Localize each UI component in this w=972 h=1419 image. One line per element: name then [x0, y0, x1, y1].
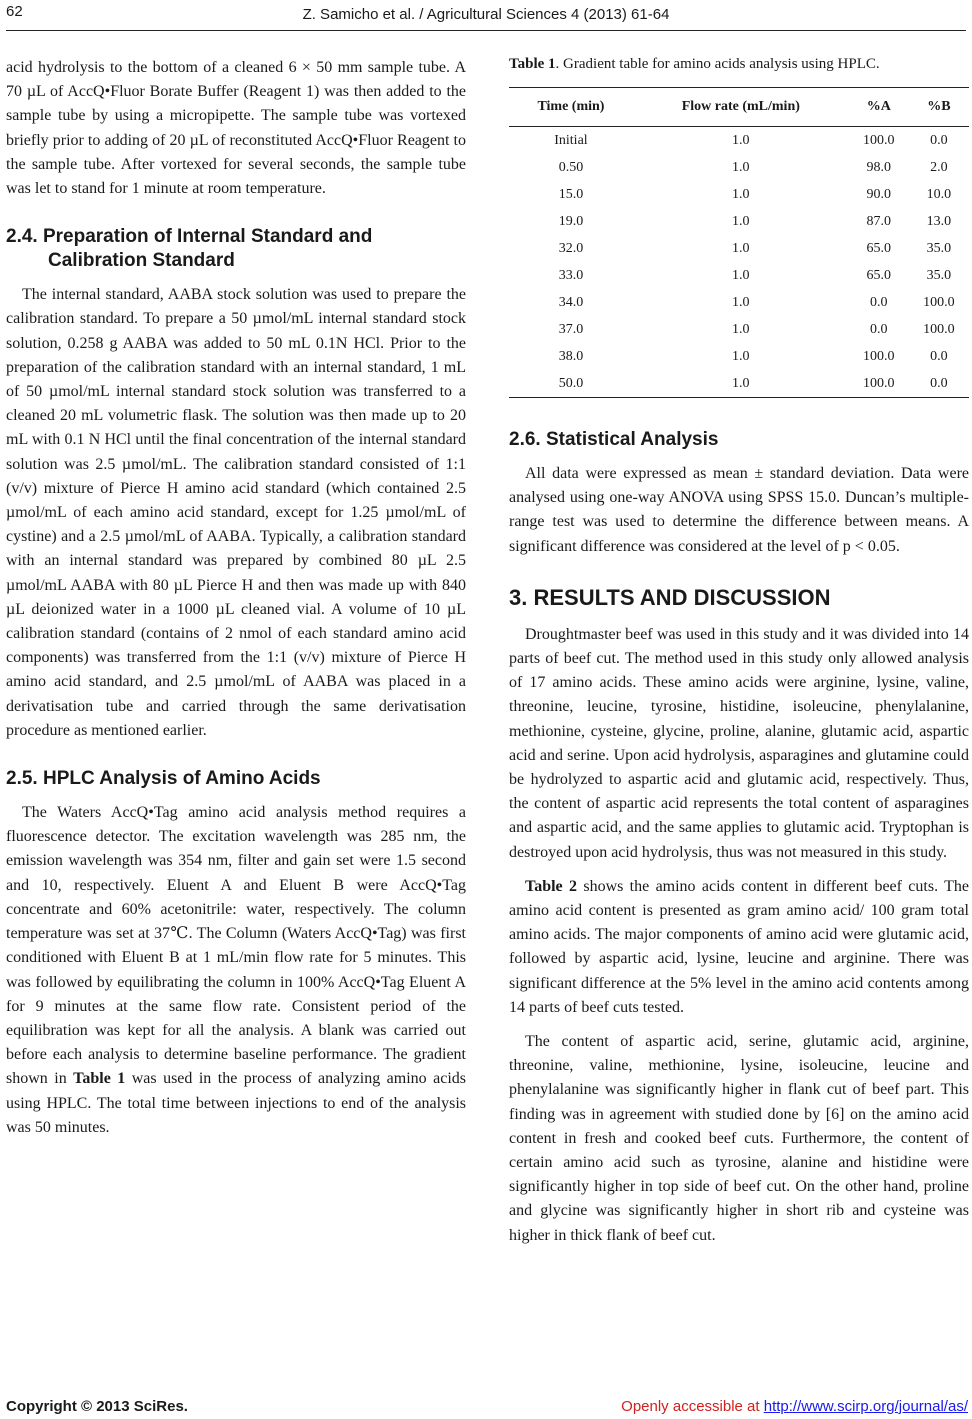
page-number: 62 — [6, 3, 23, 20]
table-cell: 1.0 — [732, 267, 750, 283]
table-cell: 38.0 — [558, 348, 584, 364]
table-row — [509, 370, 969, 398]
header-rule — [6, 30, 966, 31]
paragraph-results-1: Droughtmaster beef was used in this study and it was divided into 14 parts of beef cut. The method used in this study only allowed analysis of 17 amino acids. These amino acids were arginine, lysine, valine, threonine, leucine, tyrosine, histidine, isoleucine, phenylalanine, methionine, cysteine, glycine, proline, alanine, glutamic acid, aspartic acid and serine. Upon acid hydrolysis, asparagines and glutamine could be hydrolyzed to aspartic acid and glutamic acid, respectively. Thus, the content of aspartic acid represents the total content of asparagines and aspartic acid, and the same applies to glutamic acid. Tryptophan is destroyed upon acid hydrolysis, thus was not measured in this study. — [509, 625, 969, 861]
table-cell: 1.0 — [732, 240, 750, 256]
table-cell: 1.0 — [732, 294, 750, 310]
paragraph-internal-standard: The internal standard, AABA stock solution was used to prepare the calibration standard. To prepare a 50 µmol/mL internal standard stock solution, 0.258 g AABA was added to 50 mL 0.1N HCl. Prior to the preparation of the calibration standard with an internal standard, 1 mL of 50 µmol/mL internal standard stock solution was transferred to a cleaned 20 mL volumetric flask. The solution was then made up to 20 mL with 0.1 N HCl until the final concentration of the internal standard solution was 2.5 µmol/mL. The calibration standard consisted of 1:1 (v/v) mixture of Pierce H amino acid standard (which contained 2.5 µmol/mL of each amino acid standard, except for 1.25 µmol/mL of cystine) and a 2.5 µmol/mL of AABA. Typically, a calibration standard with an internal standard was prepared by combined 80 µL 2.5 µmol/mL AABA with 80 µL Pierce H and then was made up with 840 µL deionized water in a 1000 µL cleaned vial. A volume of 10 µL calibration standard (contains of 2 nmol of each standard amino acid components) was transferred from the 1:1 (v/v) mixture of Pierce H amino acid standard, and 2.5 µmol/mL of AABA was placed in a derivatisation tube and carried through the same derivatisation procedure as mentioned earlier. — [6, 286, 466, 739]
table-row — [509, 316, 969, 343]
paragraph-hplc — [6, 801, 466, 1140]
table-cell: Initial — [554, 132, 588, 148]
table-cell: 1.0 — [732, 348, 750, 364]
table-cell: 2.0 — [930, 159, 948, 175]
table-cell: 65.0 — [866, 240, 892, 256]
table-cell: 13.0 — [926, 213, 952, 229]
gradient-table — [509, 87, 969, 398]
table-cell: 0.0 — [930, 348, 948, 364]
table-header-cell: Time (min) — [509, 88, 633, 127]
paragraph-hplc-text-end: was used in the process of analyzing amino acids using HPLC. The total time between injections to end of the analysis was 50 minutes. — [6, 1070, 466, 1136]
section-heading-results: 3. RESULTS AND DISCUSSION — [509, 584, 831, 610]
table-cell: 10.0 — [926, 186, 952, 202]
table-2-reference: Table 2 — [525, 877, 577, 895]
table-cell: 1.0 — [732, 213, 750, 229]
table-cell: 19.0 — [558, 213, 584, 229]
table-header-cell: %A — [849, 88, 909, 127]
table-row — [509, 262, 969, 289]
table-cell: 1.0 — [732, 186, 750, 202]
table-row — [509, 289, 969, 316]
table-body — [509, 127, 969, 398]
paragraph-statistics: All data were expressed as mean ± standard deviation. Data were analysed using one-way ANOVA using SPSS 15.0. Duncan’s multiple-range test was used to determine the difference between means. A significant difference was considered at the level of p < 0.05. — [509, 465, 969, 555]
table-cell: 32.0 — [558, 240, 584, 256]
table-row — [509, 208, 969, 235]
table-header-cell: %B — [909, 88, 969, 127]
table-row — [509, 181, 969, 208]
table-cell: 15.0 — [558, 186, 584, 202]
table-1-reference: Table 1 — [73, 1070, 126, 1088]
paragraph-results-2-text: shows the amino acids content in different beef cuts. The amino acid content is presented as gram amino acid/ 100 gram total amino acids. The major components of amino acid were glutamic acid, followed by aspartic acid, lysine, leucine and arginine. There was significant difference at the 5% level in the amino acid contents among 14 parts of beef cuts tested. — [509, 877, 970, 1016]
table-cell: 0.50 — [558, 159, 584, 175]
table-cell: 37.0 — [558, 321, 584, 337]
table-cell: 33.0 — [558, 267, 584, 283]
table-cell: 0.0 — [909, 370, 969, 398]
right-column — [509, 56, 969, 1248]
table-cell: 50.0 — [509, 370, 633, 398]
table-cell: 1.0 — [732, 321, 750, 337]
table-cell: 1.0 — [732, 159, 750, 175]
table-cell: 100.0 — [863, 132, 895, 148]
open-access-notice — [621, 1398, 968, 1415]
table-header-cell: Flow rate (mL/min) — [633, 88, 849, 127]
table-cell: 1.0 — [732, 132, 750, 148]
table-cell: 34.0 — [558, 294, 584, 310]
section-heading-2-6: 2.6. Statistical Analysis — [509, 429, 719, 450]
left-column — [6, 56, 466, 1140]
table-cell: 98.0 — [866, 159, 892, 175]
table-cell: 100.0 — [923, 321, 955, 337]
table-cell: 100.0 — [863, 348, 895, 364]
paragraph-hplc-text: The Waters AccQ•Tag amino acid analysis method requires a fluorescence detector. The excitation wavelength was 285 nm, the emission wavelength was 354 nm, filter and gain set were 1.5 second and 10, respectively. Eluent A and Eluent B were AccQ•Tag concentrate and 60% acetonitrile: water, respectively. The column temperature was set at 37℃. The Column (Waters AccQ•Tag) was first conditioned with Eluent B at 1 mL/min flow rate for 5 minutes. This was followed by equilibrating the column in 100% AccQ•Tag Eluent A for 9 minutes at the same flow rate. Consistent period of the equilibration was kept for all the analysis. A blank was carried out before each analysis to determine baseline performance. The gradient shown in — [6, 804, 466, 1088]
table-1-label: Table 1 — [509, 56, 556, 72]
paragraph-results-3: The content of aspartic acid, serine, glutamic acid, arginine, threonine, valine, methionine, lysine, isoleucine, leucine and phenylalanine was significantly higher in flank cut of beef part. This finding was in agreement with studied done by [6] on the amino acid content in fresh and cooked beef cuts. Furthermore, the content of certain amino acid such as tyrosine, alanine and histidine were significantly higher in top side of beef cut. On the other hand, proline and glycine was significantly higher in short rib and cysteine was higher in thick flank of beef cut. — [509, 1033, 969, 1244]
section-heading-2-4 — [6, 225, 466, 273]
journal-link[interactable]: http://www.scirp.org/journal/as/ — [763, 1398, 968, 1415]
table-row — [509, 235, 969, 262]
table-cell: 35.0 — [926, 267, 952, 283]
section-heading-2-4-line2: Calibration Standard — [48, 250, 235, 272]
table-1-caption-text: . Gradient table for amino acids analysis using HPLC. — [555, 56, 880, 72]
table-cell: 87.0 — [866, 213, 892, 229]
open-access-text: Openly accessible at — [621, 1398, 764, 1415]
running-title: Z. Samicho et al. / Agricultural Sciences 4 (2013) 61-64 — [302, 6, 670, 23]
table-1-caption — [509, 56, 969, 73]
paragraph-results-2 — [509, 875, 969, 1020]
table-cell: 0.0 — [930, 132, 948, 148]
page-footer — [0, 1388, 972, 1418]
section-heading-2-5: 2.5. HPLC Analysis of Amino Acids — [6, 768, 321, 790]
copyright-notice: Copyright © 2013 SciRes. — [6, 1398, 188, 1415]
table-cell: 65.0 — [866, 267, 892, 283]
table-cell: 100.0 — [849, 370, 909, 398]
table-row — [509, 154, 969, 181]
table-cell: 35.0 — [926, 240, 952, 256]
table-row — [509, 127, 969, 155]
page-header — [0, 0, 972, 34]
paragraph-derivatisation: acid hydrolysis to the bottom of a cleaned 6 × 50 mm sample tube. A 70 µL of AccQ•Fluor Borate Buffer (Reagent 1) was then added to the sample tube by using a micropipette. The sample tube was vortexed briefly prior to adding of 20 µL of reconstituted AccQ•Fluor Reagent to the sample tube. After vortexed for several seconds, the sample tube was let to stand for 1 minute at room temperature. — [6, 59, 466, 198]
table-cell: 90.0 — [866, 186, 892, 202]
table-row — [509, 343, 969, 370]
table-cell: 0.0 — [870, 294, 888, 310]
table-header-row — [509, 88, 969, 127]
table-cell: 100.0 — [923, 294, 955, 310]
table-cell: 0.0 — [870, 321, 888, 337]
table-cell: 1.0 — [633, 370, 849, 398]
section-heading-2-4-line1: 2.4. Preparation of Internal Standard and — [6, 226, 373, 248]
